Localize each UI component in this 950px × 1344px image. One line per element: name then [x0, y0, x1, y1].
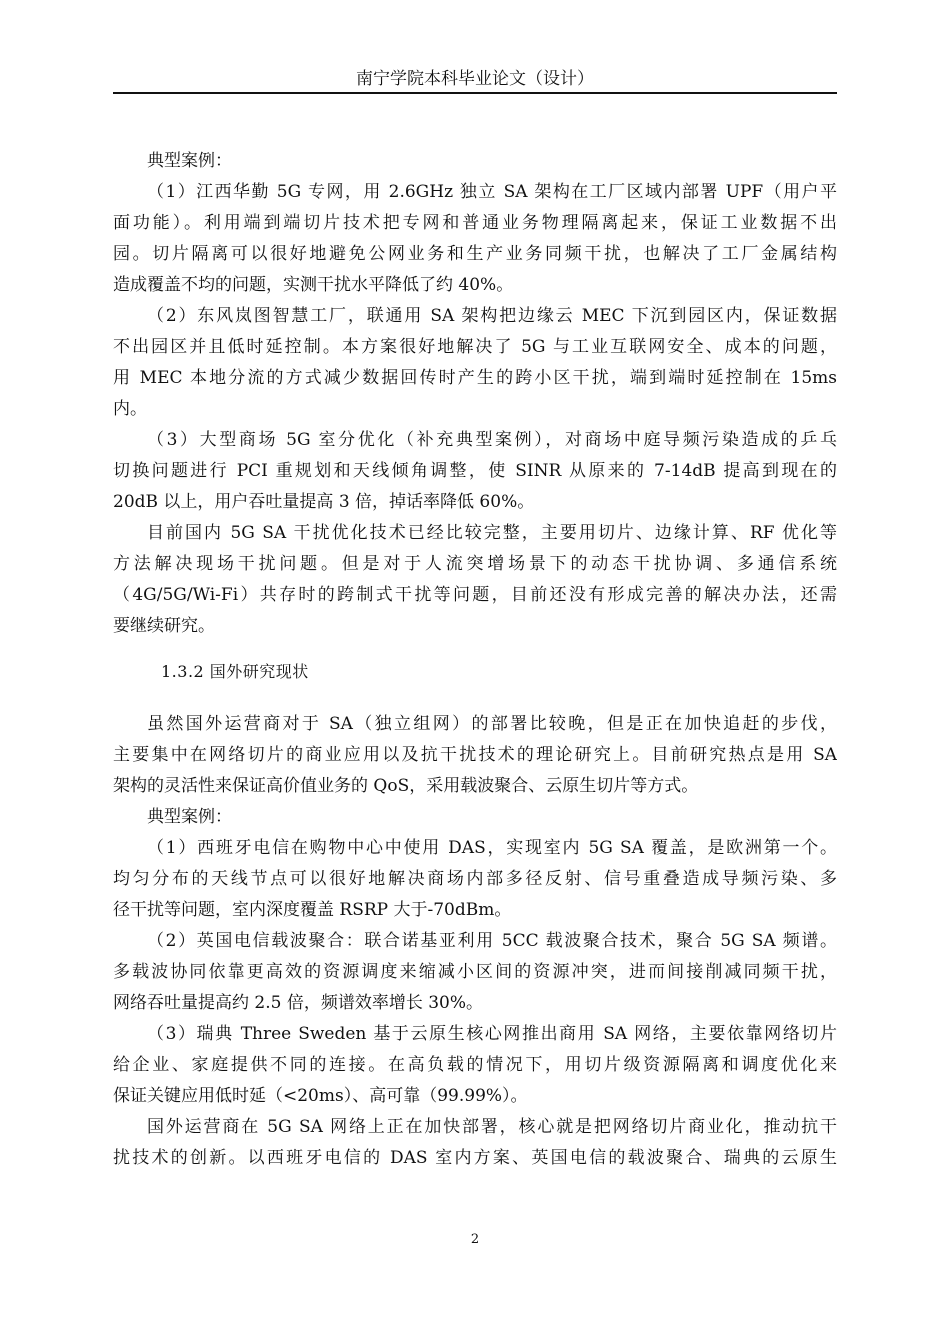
paragraph-line: （2）英国电信载波聚合：联合诺基亚利用 5CC 载波聚合技术，聚合 5G SA 频谱。 — [147, 931, 837, 951]
paragraph-line: （3）瑞典 Three Sweden 基于云原生核心网推出商用 SA 网络，主要依靠网络切片 — [147, 1024, 837, 1044]
body-text — [113, 146, 837, 1174]
paragraph-line: 切换问题进行 PCI 重规划和天线倾角调整，使 SINR 从原来的 7-14dB 提高到现在的 — [113, 461, 837, 481]
paragraph-line: （2）东风岚图智慧工厂，联通用 SA 架构把边缘云 MEC 下沉到园区内，保证数据 — [147, 306, 837, 326]
paragraph-line: 主要集中在网络切片的商业应用以及抗干扰技术的理论研究上。目前研究热点是用 SA — [113, 745, 837, 765]
paragraph-line: 架构的灵活性来保证高价值业务的 QoS，采用载波聚合、云原生切片等方式。 — [113, 776, 699, 796]
paragraph-line: 保证关键应用低时延（<20ms）、高可靠（99.99%）。 — [113, 1086, 528, 1106]
paragraph-line: 20dB 以上，用户吞吐量提高 3 倍，掉话率降低 60%。 — [113, 492, 535, 512]
paragraph-line: 虽然国外运营商对于 SA（独立组网）的部署比较晚，但是正在加快追赶的步伐， — [147, 714, 837, 734]
paragraph-line: 均匀分布的天线节点可以很好地解决商场内部多径反射、信号重叠造成导频污染、多 — [113, 869, 837, 889]
paragraph-line: 面功能）。利用端到端切片技术把专网和普通业务物理隔离起来，保证工业数据不出 — [113, 213, 837, 233]
paragraph-line: 用 MEC 本地分流的方式减少数据回传时产生的跨小区干扰，端到端时延控制在 15ms — [113, 368, 837, 388]
paragraph-line: （4G/5G/Wi-Fi）共存时的跨制式干扰等问题，目前还没有形成完善的解决办法，还需 — [113, 585, 837, 605]
paragraph-line: 扰技术的创新。以西班牙电信的 DAS 室内方案、英国电信的载波聚合、瑞典的云原生 — [113, 1148, 837, 1168]
paragraph-line: （1）西班牙电信在购物中心中使用 DAS，实现室内 5G SA 覆盖，是欧洲第一个。 — [147, 838, 837, 858]
paragraph-line: 典型案例： — [147, 807, 232, 827]
paragraph-line: （1）江西华勤 5G 专网，用 2.6GHz 独立 SA 架构在工厂区域内部署 UPF（用户平 — [147, 182, 837, 202]
paragraph-line: 国外运营商在 5G SA 网络上正在加快部署，核心就是把网络切片商业化，推动抗干 — [147, 1117, 837, 1137]
header-rule — [113, 92, 837, 94]
page-number: 2 — [470, 1232, 480, 1247]
paragraph-line: 方法解决现场干扰问题。但是对于人流突增场景下的动态干扰协调、多通信系统 — [113, 554, 837, 574]
paragraph-line: （3）大型商场 5G 室分优化（补充典型案例），对商场中庭导频污染造成的乒乓 — [147, 430, 837, 450]
running-header: 南宁学院本科毕业论文（设计） — [356, 69, 594, 89]
paragraph-line: 网络吞吐量提高约 2.5 倍，频谱效率增长 30%。 — [113, 993, 484, 1013]
section-heading: 1.3.2 国外研究现状 — [161, 662, 309, 681]
paragraph-line: 不出园区并且低时延控制。本方案很好地解决了 5G 与工业互联网安全、成本的问题， — [113, 337, 837, 357]
paragraph-line: 给企业、家庭提供不同的连接。在高负载的情况下，用切片级资源隔离和调度优化来 — [113, 1055, 837, 1075]
paragraph-line: 典型案例： — [147, 151, 232, 171]
paragraph-line: 内。 — [113, 399, 147, 419]
paragraph-line: 多载波协同依靠更高效的资源调度来缩减小区间的资源冲突，进而间接削减同频干扰， — [113, 962, 837, 982]
paragraph-line: 要继续研究。 — [113, 616, 215, 636]
paragraph-line: 径干扰等问题，室内深度覆盖 RSRP 大于-70dBm。 — [113, 900, 512, 920]
paragraph-line: 造成覆盖不均的问题，实测干扰水平降低了约 40%。 — [113, 275, 514, 295]
paragraph-line: 园。切片隔离可以很好地避免公网业务和生产业务同频干扰，也解决了工厂金属结构 — [113, 244, 837, 264]
paragraph-line: 目前国内 5G SA 干扰优化技术已经比较完整，主要用切片、边缘计算、RF 优化等 — [147, 523, 837, 543]
